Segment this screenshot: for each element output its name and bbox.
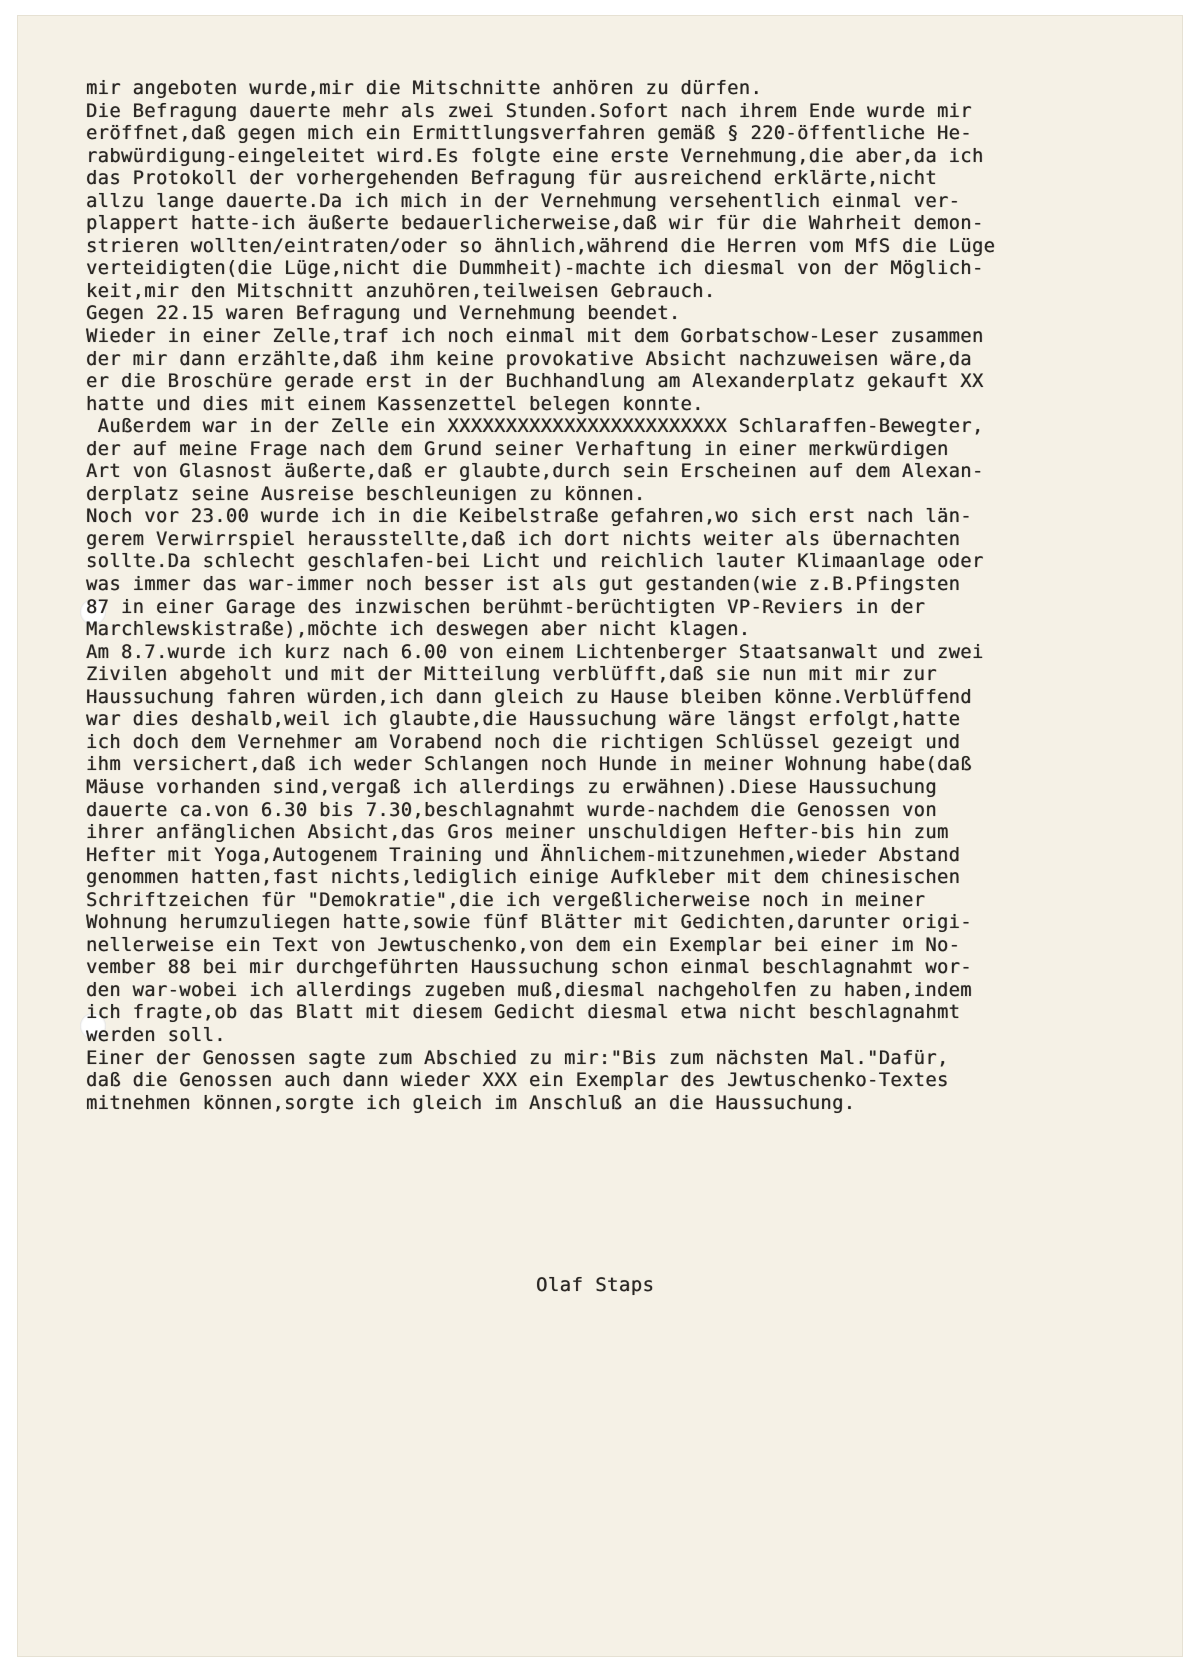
text-line: mir angeboten wurde,mir die Mitschnitte anhören zu dürfen. bbox=[86, 78, 763, 99]
text-line: Außerdem war in der Zelle ein XXXXXXXXXXXXXXXXXXXXXXXX Schlaraffen-Bewegter, bbox=[86, 416, 984, 438]
text-line: das Protokoll der vorhergehenden Befragung für ausreichend erklärte,nicht bbox=[86, 168, 937, 190]
text-line: Am 8.7.wurde ich kurz nach 6.00 von einem Lichtenberger Staatsanwalt und zwei bbox=[86, 641, 984, 663]
text-line: Art von Glasnost äußerte,daß er glaubte,durch sein Erscheinen auf dem Alexan- bbox=[86, 461, 984, 483]
text-line: mitnehmen können,sorgte ich gleich im Anschluß an die Haussuchung. bbox=[86, 1092, 856, 1114]
text-line: 87 in einer Garage des inzwischen berühmt-berüchtigten VP-Reviers in der bbox=[86, 596, 926, 618]
text-line: er die Broschüre gerade erst in der Buchhandlung am Alexanderplatz gekauft XX bbox=[86, 371, 984, 393]
text-line: genommen hatten,fast nichts,lediglich einige Aufkleber mit dem chinesischen bbox=[86, 867, 961, 889]
text-line: keit,mir den Mitschnitt anzuhören,teilweisen Gebrauch. bbox=[86, 280, 716, 302]
text-line: ihm versichert,daß ich weder Schlangen noch Hunde in meiner Wohnung habe(daß bbox=[86, 754, 972, 776]
text-line: gerem Verwirrspiel herausstellte,daß ich dort nichts weiter als übernachten bbox=[86, 528, 961, 550]
text-line: der auf meine Frage nach dem Grund seiner Verhaftung in einer merkwürdigen bbox=[86, 438, 949, 460]
text-line: ich fragte,ob das Blatt mit diesem Gedicht diesmal etwa nicht beschlagnahmt bbox=[86, 1002, 961, 1024]
text-line: Wieder in einer Zelle,traf ich noch einmal mit dem Gorbatschow-Leser zusammen bbox=[86, 326, 984, 348]
text-line: war dies deshalb,weil ich glaubte,die Haussuchung wäre längst erfolgt,hatte bbox=[86, 709, 961, 731]
signature-name: Olaf Staps bbox=[536, 1274, 655, 1296]
text-line: Schriftzeichen für "Demokratie",die ich vergeßlicherweise noch in meiner bbox=[86, 889, 926, 911]
text-line: plappert hatte-ich äußerte bedauerlicherweise,daß wir für die Wahrheit demon- bbox=[86, 213, 984, 235]
text-line: Haussuchung fahren würden,ich dann gleich zu Hause bleiben könne.Verblüffend bbox=[86, 686, 972, 708]
text-line: verteidigten(die Lüge,nicht die Dummheit)-machte ich diesmal von der Möglich- bbox=[86, 258, 984, 280]
text-line: Marchlewskistraße),möchte ich deswegen aber nicht klagen. bbox=[86, 619, 751, 641]
text-line: ich doch dem Vernehmer am Vorabend noch die richtigen Schlüssel gezeigt und bbox=[86, 731, 961, 753]
text-line: derplatz seine Ausreise beschleunigen zu können. bbox=[86, 483, 646, 505]
text-line: sollte.Da schlecht geschlafen-bei Licht und reichlich lauter Klimaanlage oder bbox=[86, 551, 984, 573]
text-line: Noch vor 23.00 wurde ich in die Keibelstraße gefahren,wo sich erst nach län- bbox=[86, 506, 972, 528]
text-line: Gegen 22.15 waren Befragung und Vernehmung beendet. bbox=[86, 303, 681, 325]
text-line: Die Befragung dauerte mehr als zwei Stunden.Sofort nach ihrem Ende wurde mir bbox=[86, 100, 972, 122]
text-line: Wohnung herumzuliegen hatte,sowie fünf Blätter mit Gedichten,darunter origi- bbox=[86, 912, 972, 934]
typescript-body bbox=[86, 78, 1196, 1115]
text-line: vember 88 bei mir durchgeführten Haussuchung schon einmal beschlagnahmt wor- bbox=[86, 957, 972, 979]
text-line: daß die Genossen auch dann wieder XXX ein Exemplar des Jewtuschenko-Textes bbox=[86, 1070, 949, 1092]
text-line: Mäuse vorhanden sind,vergaß ich allerdings zu erwähnen).Diese Haussuchung bbox=[86, 776, 937, 798]
text-line: der mir dann erzählte,daß ihm keine provokative Absicht nachzuweisen wäre,da bbox=[86, 348, 972, 370]
text-line: Zivilen abgeholt und mit der Mitteilung verblüfft,daß sie nun mit mir zur bbox=[86, 664, 937, 686]
text-line: hatte und dies mit einem Kassenzettel belegen konnte. bbox=[86, 393, 704, 415]
text-line: strieren wollten/eintraten/oder so ähnlich,während die Herren vom MfS die Lüge bbox=[86, 235, 996, 257]
text-line: werden soll. bbox=[86, 1024, 226, 1046]
text-line: allzu lange dauerte.Da ich mich in der Vernehmung versehentlich einmal ver- bbox=[86, 190, 961, 212]
text-line: den war-wobei ich allerdings zugeben muß,diesmal nachgeholfen zu haben,indem bbox=[86, 979, 972, 1001]
typed-page bbox=[18, 16, 1182, 1656]
text-line: nellerweise ein Text von Jewtuschenko,von dem ein Exemplar bei einer im No- bbox=[86, 934, 961, 956]
text-line: ihrer anfänglichen Absicht,das Gros meiner unschuldigen Hefter-bis hin zum bbox=[86, 822, 949, 844]
text-line: dauerte ca.von 6.30 bis 7.30,beschlagnahmt wurde-nachdem die Genossen von bbox=[86, 799, 937, 821]
text-line: Einer der Genossen sagte zum Abschied zu mir:"Bis zum nächsten Mal."Dafür, bbox=[86, 1047, 949, 1069]
text-line: was immer das war-immer noch besser ist als gut gestanden(wie z.B.Pfingsten bbox=[86, 574, 961, 596]
text-line: eröffnet,daß gegen mich ein Ermittlungsverfahren gemäß § 220-öffentliche He- bbox=[86, 123, 972, 145]
text-line: Hefter mit Yoga,Autogenem Training und Ähnlichem-mitzunehmen,wieder Abstand bbox=[86, 844, 961, 866]
text-line: rabwürdigung-eingeleitet wird.Es folgte eine erste Vernehmung,die aber,da ich bbox=[86, 145, 984, 167]
